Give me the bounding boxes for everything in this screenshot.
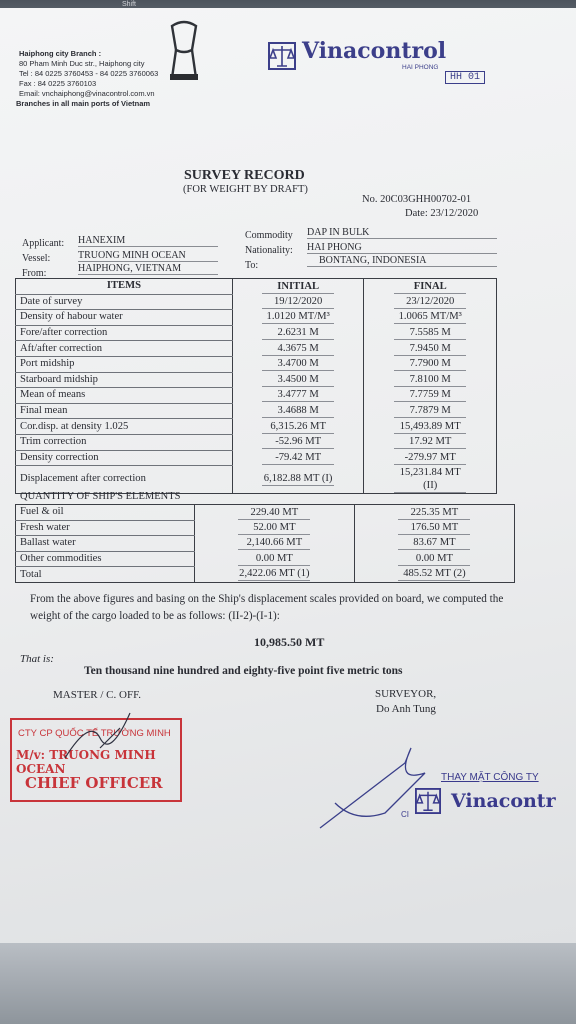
final-cell: 15,493.89 MT (364, 419, 497, 435)
draft-table-row (16, 341, 497, 357)
initial-cell: 0.00 MT (194, 551, 354, 567)
branch-email: Email: vnchaiphong@vinacontrol.com.vn (19, 89, 155, 98)
surveyor-label: SURVEYOR, (375, 688, 437, 700)
vessel-value: TRUONG MINH OCEAN (78, 250, 218, 262)
keyboard-key-label: Shift (122, 1, 137, 8)
seal-code: CI (401, 810, 409, 819)
final-cell: 1.0065 MT/M³ (364, 310, 497, 326)
cargo-weight-words: Ten thousand nine hundred and eighty-five point five metric tons (84, 665, 403, 677)
final-cell: 176.50 MT (354, 520, 514, 536)
draft-table-row (16, 466, 497, 494)
initial-cell: 6,182.88 MT (I) (232, 466, 364, 494)
stamp-vessel-line: M/v: TRUONG MINH OCEAN (16, 748, 156, 776)
initial-cell: -79.42 MT (232, 450, 364, 466)
initial-cell: 2,140.66 MT (194, 536, 354, 552)
master-label: MASTER / C. OFF. (53, 689, 142, 701)
item-cell: Aft/after correction (16, 341, 233, 357)
item-cell: Port midship (16, 356, 233, 372)
form-code-box: HH 01 (445, 71, 485, 84)
item-cell: Ballast water (16, 536, 195, 552)
nationality-label: Nationality: (245, 245, 293, 256)
initial-cell: 4.3675 M (232, 341, 364, 357)
nationality-value: HAI PHONG (307, 242, 497, 254)
draft-table-row (16, 325, 497, 341)
item-cell: Total (16, 567, 195, 583)
initial-cell: 3.4777 M (232, 388, 364, 404)
document-title: SURVEY RECORD (184, 168, 305, 183)
final-cell: 0.00 MT (354, 551, 514, 567)
initial-cell: 3.4700 M (232, 356, 364, 372)
item-cell: Fresh water (16, 520, 195, 536)
elements-table-row (16, 551, 515, 567)
seal-scales-icon (415, 788, 441, 814)
branch-tel: Tel : 84 0225 3760453 - 84 0225 3760063 (19, 69, 159, 78)
final-cell: 7.7759 M (364, 388, 497, 404)
binder-clip-icon (168, 20, 200, 82)
final-cell: 23/12/2020 (364, 294, 497, 310)
elements-table-row (16, 567, 515, 583)
draft-table-row (16, 434, 497, 450)
initial-cell: 229.40 MT (194, 505, 354, 521)
to-value: BONTANG, INDONESIA (307, 255, 497, 267)
item-cell: Date of survey (16, 294, 233, 310)
item-cell: Cor.disp. at density 1.025 (16, 419, 233, 435)
branch-fax: Fax : 84 0225 3760103 (19, 79, 97, 88)
seal-caption: THAY MẶT CÔNG TY (441, 772, 539, 783)
initial-cell: 3.4500 M (232, 372, 364, 388)
draft-table-row (16, 372, 497, 388)
desk-surface (0, 943, 576, 1024)
stamp-title-line: CHIEF OFFICER (25, 774, 163, 792)
final-cell: 7.7879 M (364, 403, 497, 419)
to-label: To: (245, 260, 259, 271)
final-cell: 15,231.84 MT (II) (364, 466, 497, 494)
draft-table-row (16, 310, 497, 326)
initial-header: INITIAL (232, 279, 364, 295)
conclusion-text: From the above figures and basing on the Ship's displacement scales provided on board, we computed the weight of the cargo loaded to be as follows: (II-2)-(I-1): (30, 593, 504, 622)
final-cell: 225.35 MT (354, 505, 514, 521)
initial-cell: 1.0120 MT/M³ (232, 310, 364, 326)
branch-name: Haiphong city Branch : (19, 49, 102, 58)
initial-cell: 19/12/2020 (232, 294, 364, 310)
branch-address: 80 Pham Minh Duc str., Haiphong city (19, 59, 145, 68)
applicant-label: Applicant: (22, 238, 65, 249)
draft-survey-table (15, 278, 497, 494)
master-signature-icon (60, 708, 150, 768)
final-header: FINAL (364, 279, 497, 295)
stamp-company-line: CTY CP QUỐC TẾ TRƯỜNG MINH (18, 728, 171, 739)
draft-table-row (16, 450, 497, 466)
elements-table-row (16, 520, 515, 536)
item-cell: Displacement after correction (16, 466, 233, 494)
ship-elements-table (15, 504, 515, 583)
logo-subtitle: HAI PHONG (402, 64, 439, 71)
vessel-label: Vessel: (22, 253, 51, 264)
draft-table-row (16, 419, 497, 435)
draft-table-row (16, 388, 497, 404)
branch-tagline: Branches in all main ports of Vietnam (16, 99, 151, 108)
elements-table-row (16, 536, 515, 552)
final-cell: 7.9450 M (364, 341, 497, 357)
item-cell: Density correction (16, 450, 233, 466)
vinacontrol-logo-text: Vinacontrol (302, 38, 447, 64)
initial-cell: 2,422.06 MT (1) (194, 567, 354, 583)
from-value: HAIPHONG, VIETNAM (78, 263, 218, 275)
final-cell: -279.97 MT (364, 450, 497, 466)
item-cell: Fore/after correction (16, 325, 233, 341)
applicant-value: HANEXIM (78, 235, 218, 247)
item-cell: Fuel & oil (16, 505, 195, 521)
surveyor-name: Do Anh Tung (376, 703, 436, 715)
vinacontrol-seal (401, 770, 575, 822)
initial-cell: 52.00 MT (194, 520, 354, 536)
document-number: No. 20C03GHH00702-01 (362, 194, 472, 205)
from-label: From: (22, 268, 47, 279)
vinacontrol-scales-logo-icon (268, 42, 296, 70)
initial-cell: 2.6231 M (232, 325, 364, 341)
document-subtitle: (FOR WEIGHT BY DRAFT) (183, 184, 308, 195)
survey-record-document (0, 8, 576, 943)
draft-table-row (16, 403, 497, 419)
initial-cell: 6,315.26 MT (232, 419, 364, 435)
final-cell: 17.92 MT (364, 434, 497, 450)
final-cell: 83.67 MT (354, 536, 514, 552)
final-cell: 485.52 MT (2) (354, 567, 514, 583)
cargo-weight: 10,985.50 MT (254, 635, 325, 649)
seal-brand: Vinacontr (451, 790, 556, 812)
item-cell: Final mean (16, 403, 233, 419)
item-cell: Starboard midship (16, 372, 233, 388)
item-cell: Other commodities (16, 551, 195, 567)
commodity-label: Commodity (245, 230, 293, 241)
initial-cell: 3.4688 M (232, 403, 364, 419)
final-cell: 7.7900 M (364, 356, 497, 372)
elements-table-row (16, 505, 515, 521)
items-header: ITEMS (16, 279, 233, 295)
item-cell: Density of habour water (16, 310, 233, 326)
initial-cell: -52.96 MT (232, 434, 364, 450)
draft-table-row (16, 294, 497, 310)
item-cell: Mean of means (16, 388, 233, 404)
draft-table-row (16, 356, 497, 372)
item-cell: Trim correction (16, 434, 233, 450)
elements-section-title: QUANTITY OF SHIP'S ELEMENTS (20, 491, 181, 502)
that-is-label: That is: (20, 653, 54, 665)
final-cell: 7.5585 M (364, 325, 497, 341)
commodity-value: DAP IN BULK (307, 227, 497, 239)
final-cell: 7.8100 M (364, 372, 497, 388)
document-date: Date: 23/12/2020 (405, 208, 479, 219)
